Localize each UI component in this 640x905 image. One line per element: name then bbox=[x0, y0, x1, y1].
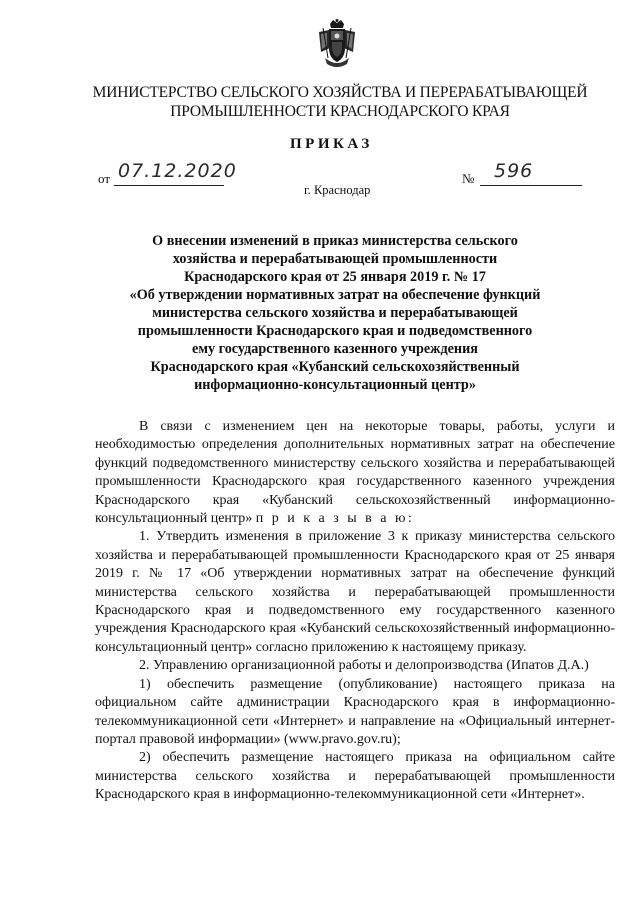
number-field bbox=[480, 160, 582, 186]
ministry-name-line1: МИНИСТЕРСТВО СЕЛЬСКОГО ХОЗЯЙСТВА И ПЕРЕРАБАТЫВАЮЩЕЙ bbox=[92, 84, 588, 101]
date-value: 07.12.2020 bbox=[118, 160, 237, 182]
number-value: 596 bbox=[494, 160, 534, 182]
item-2-paragraph: 2. Управлению организационной работы и делопроизводства (Ипатов Д.А.) bbox=[139, 658, 589, 674]
subject-line: Краснодарского края от 25 января 2019 г. № 17 bbox=[184, 269, 486, 285]
order-subject bbox=[100, 232, 570, 394]
subject-line: промышленности Краснодарского края и подведомственного bbox=[137, 323, 533, 339]
item-2-1-paragraph: 1) обеспечить размещение (опубликование) настоящего приказа на официальном сайте администрации Краснодарского края в информационно-телекоммуникационной сети «Интернет» и направление на «Официальный интернет-портал правовой информации» (www.pravo.gov.ru); bbox=[95, 676, 615, 747]
city: г. Краснодар bbox=[304, 183, 371, 197]
subject-line: «Об утверждении нормативных затрат на обеспечение функций bbox=[129, 287, 541, 303]
subject-line: Краснодарского края «Кубанский сельскохозяйственный bbox=[150, 359, 520, 375]
item-2-2-paragraph: 2) обеспечить размещение настоящего приказа на официальном сайте министерства сельского хозяйства и перерабатывающей промышленности Краснодарского края в информационно-телекоммуникационной сети «Интернет». bbox=[95, 750, 615, 803]
order-body bbox=[95, 418, 615, 805]
subject-line: хозяйства и перерабатывающей промышленности bbox=[172, 251, 498, 267]
item-1-paragraph: 1. Утвердить изменения в приложение 3 к приказу министерства сельского хозяйства и перерабатывающей промышленности Краснодарского края от 25 января 2019 г. № 17 «Об утверждении нормативных затрат на обеспечение функций министерства сельского хозяйства и перерабатывающей промышленности Краснодарского края и подведомственного ему государственного казенного учреждения Краснодарского края «Кубанский сельскохозяйственный информационно-консультационный центр» согласно приложению к настоящему приказу. bbox=[95, 529, 615, 655]
krasnodar-coat-of-arms-icon bbox=[317, 18, 357, 70]
subject-line: ему государственного казенного учреждения bbox=[192, 341, 478, 357]
intro-text: В связи с изменением цен на некоторые товары, работы, услуги и необходимостью определения дополнительных нормативных затрат на обеспечение функций подведомственного министерству сельского хозяйства и перерабатывающей промышленности Краснодарского края государственного казенного учреждения Краснодарского края «Кубанский сельскохозяйственный информационно-консультационный центр» bbox=[95, 419, 615, 527]
date-field bbox=[114, 160, 237, 186]
date-label: от bbox=[98, 171, 111, 186]
subject-line: О внесении изменений в приказ министерства сельского bbox=[152, 233, 518, 249]
subject-line: информационно-консультационный центр» bbox=[194, 377, 476, 393]
ministry-name bbox=[60, 83, 620, 121]
order-title: ПРИКАЗ bbox=[290, 136, 373, 152]
subject-line: министерства сельского хозяйства и перерабатывающей bbox=[152, 305, 518, 321]
ministry-name-line2: ПРОМЫШЛЕННОСТИ КРАСНОДАРСКОГО КРАЯ bbox=[170, 103, 510, 120]
order-word: п р и к а з ы в а ю: bbox=[255, 511, 415, 527]
intro-paragraph bbox=[95, 418, 615, 528]
number-label: № bbox=[462, 171, 475, 186]
